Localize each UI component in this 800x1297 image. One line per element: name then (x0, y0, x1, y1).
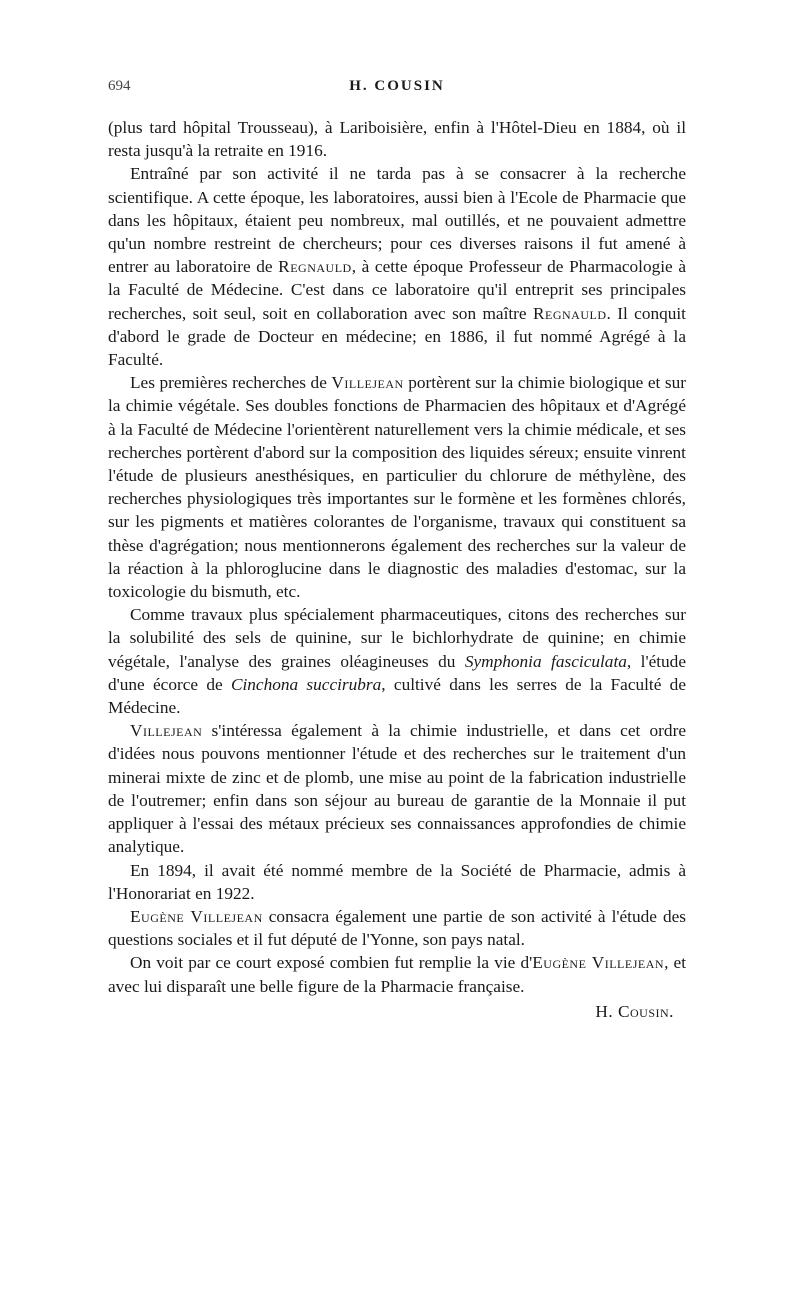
paragraph: Comme travaux plus spécialement pharmaceutiques, citons des recherches sur la solubilité des sels de quinine, sur le bichlorhydrate de quinine; en chimie végétale, l'analyse des graines oléagineuses du Symphonia fasciculata, l'étude d'une écorce de Cinchona succirubra, cultivé dans les serres de la Faculté de Médecine. (108, 605, 686, 718)
author-name: Eugène Villejean (532, 953, 665, 973)
paragraph: Les premières recherches de Villejean portèrent sur la chimie biologique et sur la chimie végétale. Ses doubles fonctions de Pharmacien des hôpitaux et d'Agrégé à la Faculté de Médecine l'orientèrent naturellement vers la chimie médicale, et ses recherches portèrent d'abord sur la composition des liquides séreux; ensuite vinrent l'étude de plusieurs anesthésiques, en particulier du chlorure de méthylène, des recherches physiologiques très importantes sur le formène et les formènes chlorés, sur les pigments et matières colorantes de l'organisme, travaux qui constituent sa thèse d'agrégation; nous mentionnerons également des recherches sur la valeur de la réaction à la phloroglucine dans le diagnostic des maladies d'estomac, sur la toxicologie du bismuth, etc. (108, 373, 687, 602)
page-header (108, 78, 686, 100)
running-head: H. COUSIN (349, 78, 445, 94)
page-number: 694 (108, 78, 131, 94)
author-name: Regnauld (278, 257, 352, 277)
paragraph: En 1894, il avait été nommé membre de la Société de Pharmacie, admis à l'Honorariat en 1922. (108, 860, 686, 903)
paragraph: Eugène Villejean consacra également une partie de son activité à l'étude des questions sociales et il fut député de l'Yonne, son pays natal. (108, 906, 686, 950)
species-name: Cinchona succirubra (230, 674, 382, 694)
paragraph: Entraîné par son activité il ne tarda pas à se consacrer à la recherche scientifique. A cette époque, les laboratoires, aussi bien à l'Ecole de Pharmacie que dans les hôpitaux, étaient peu nombreux, mal outillés, et ne pouvaient admettre qu'un nombre restreint de chercheurs; pour ces diverses raisons il fut amené à entrer au laboratoire de Regnauld, à cette époque Professeur de Pharmacologie à la Faculté de Médecine. C'est dans ce laboratoire qu'il entreprit ses principales recherches, soit seul, soit en collaboration avec son maître Regnauld. Il conquit d'abord le grade de Docteur en médecine; en 1886, il fut nommé Agrégé à la Faculté. (108, 164, 686, 370)
author-name: Eugène Villejean (130, 906, 263, 926)
paragraph: On voit par ce court exposé combien fut remplie la vie d'Eugène Villejean, et avec lui disparaît une belle figure de la Pharmacie française. (108, 953, 686, 996)
signature: H. Cousin. (595, 1001, 674, 1021)
species-name: Symphonia fasciculata (464, 651, 627, 671)
author-name: Villejean (331, 373, 404, 393)
author-name: Regnauld (532, 303, 607, 323)
body-text (108, 116, 686, 1023)
paragraph: Villejean s'intéressa également à la chimie industrielle, et dans cet ordre d'idées nous pouvons mentionner l'étude et des recherches sur le traitement d'un minerai mixte de zinc et de plomb, une mise au point de la fabrication industrielle de l'outremer; enfin dans son séjour au bureau de garantie de la Monnaie il put appliquer à l'essai des métaux précieux ses connaissances approfondies de chimie analytique. (108, 721, 686, 857)
paragraph: (plus tard hôpital Trousseau), à Lariboisière, enfin à l'Hôtel-Dieu en 1884, où il resta jusqu'à la retraite en 1916. (108, 118, 686, 161)
author-name: Villejean (130, 721, 203, 741)
